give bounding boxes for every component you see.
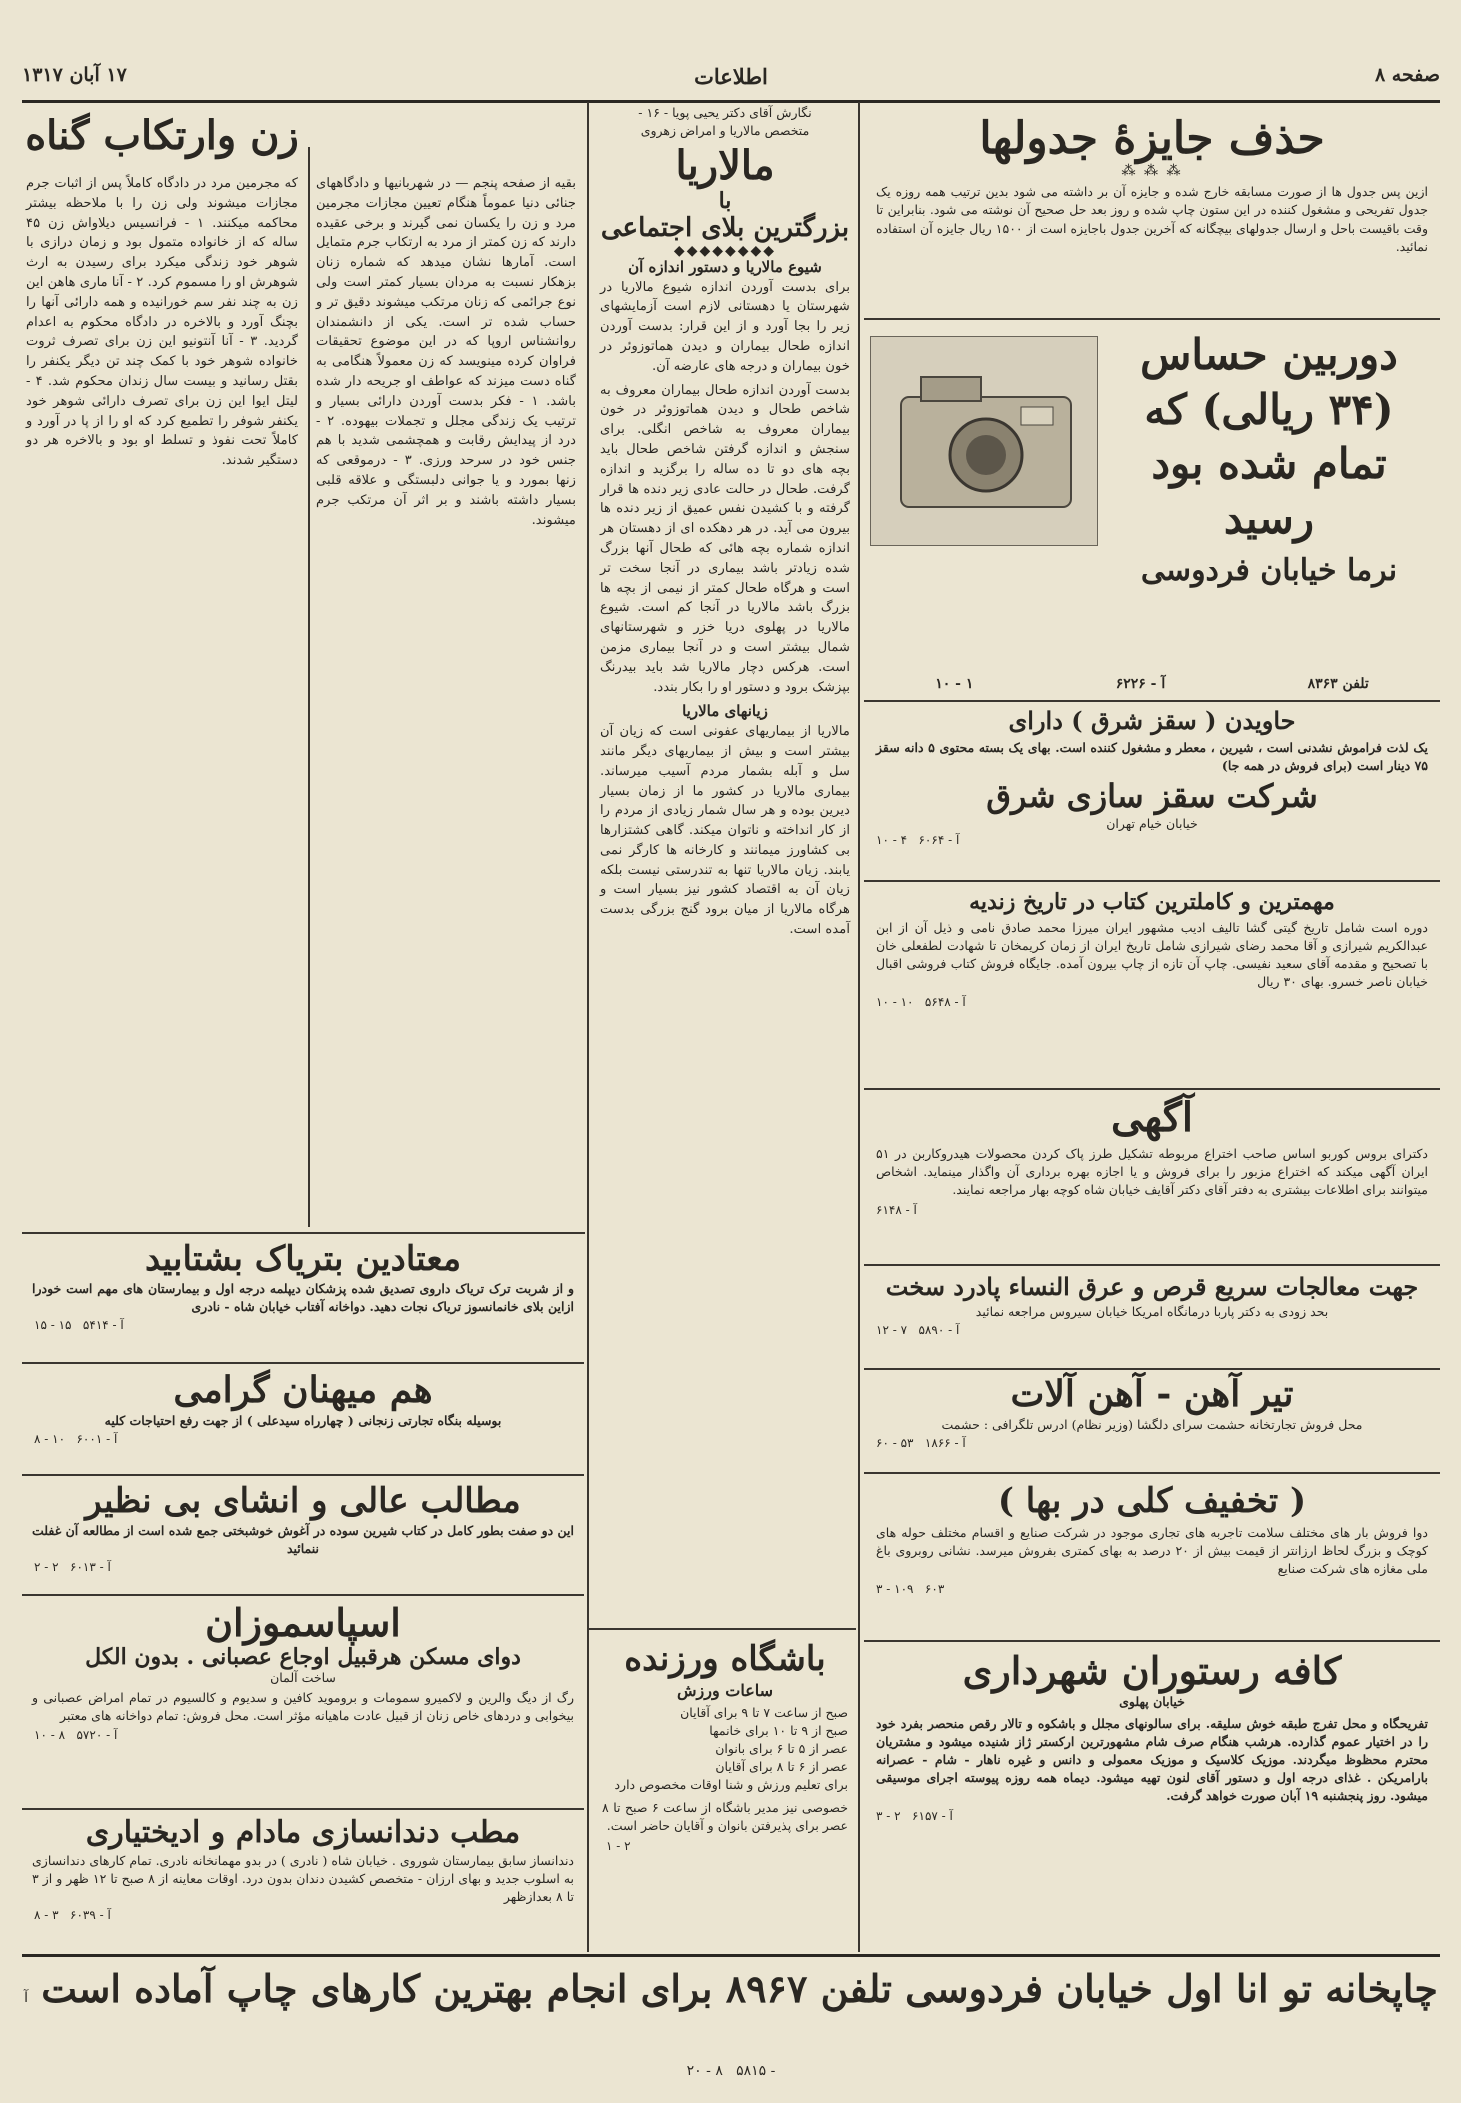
rule bbox=[864, 1264, 1440, 1266]
discount-ad bbox=[864, 1476, 1440, 1636]
left-ads bbox=[22, 1236, 584, 1952]
spasmo-title: اسپاسموزان bbox=[205, 1600, 401, 1645]
matlab-ad bbox=[22, 1478, 584, 1590]
medicine-title: جهت معالجات سریع قرص و عرق النساء پادرد سخت bbox=[885, 1272, 1419, 1301]
opium-footer bbox=[22, 1318, 584, 1332]
guest-title: هم میهنان گرامی bbox=[173, 1369, 433, 1411]
gum-footer bbox=[864, 833, 1440, 847]
guest-code: آ - ۶۰۰۱ bbox=[76, 1432, 118, 1447]
opium-number: ۱۵ - ۱۵ bbox=[34, 1318, 72, 1333]
gym-row: صبح از ساعت ۷ تا ۹ برای آقایان bbox=[680, 1704, 848, 1720]
newspaper-page bbox=[22, 22, 1440, 2079]
section-heading: شیوع مالاریا و دستور اندازه آن bbox=[628, 257, 822, 276]
iron-text: محل فروش تجارتخانه حشمت سرای دلگشا (وزیر نظام) ادرس تلگرافی : حشمت bbox=[941, 1417, 1363, 1433]
article-title: زن وارتکاب گناه bbox=[25, 112, 299, 159]
camera-store: نرما خیابان فردوسی bbox=[1140, 553, 1398, 589]
rule bbox=[22, 1474, 584, 1476]
section-heading: زیانهای مالاریا bbox=[682, 702, 768, 721]
camera-icon bbox=[871, 337, 1097, 545]
article-author: متخصص مالاریا و امراض زهروی bbox=[640, 123, 810, 139]
rule bbox=[864, 1640, 1440, 1642]
dental-text: دندانساز سابق بیمارستان شوروی . خیابان شاه ( نادری ) در بدو مهمانخانه نادری. تمام کارهای دندانسازی به اسلوب جدید و بهای ارزان - متخصص کشیدن دندان بدون درد. اوقات معاینه از ۸ صبح تا ۱۲ ظهر و از ۳ تا ۸ بعدازظهر bbox=[32, 1852, 575, 1904]
gym-ad bbox=[594, 1634, 856, 1948]
article-title: مالاریا bbox=[675, 142, 775, 190]
printing-number: ۸ - ۲۰ bbox=[686, 2063, 723, 2079]
gym-title: باشگاه ورزنده bbox=[624, 1639, 826, 1679]
rule bbox=[864, 1472, 1440, 1474]
article-body: مالاریا از بیماریهای عفونی است که زیان آن بیشتر است و بیش از بیماریهای دیگر مانند سل و آبله بشمار مردم آسیب میرساند. بیماری مالاریا در کشور ما از زمان بسیار دیرین بوده و هر سال شمار زیادی از مردم را از کار انداخته و ناتوان میکند. گاهی کشتزارها بی کشاورز میمانند و کارخانه ها کارگر نمی یابند. زیان مالاریا تنها به تندرستی نیست بلکه زیان آن به اقتصاد کشور نیز بسیار است و هرگاه مالاریا از میان برود گنج بزرگی بدست آمده است. bbox=[600, 724, 850, 938]
rule bbox=[864, 318, 1440, 320]
article-subtitle: بزرگترین بلای اجتماعی bbox=[600, 212, 850, 243]
gum-text: یک لذت فراموش نشدنی است ، شیرین ، معطر و مشغول کننده است. بهای یک بسته محتوی ۵ دانه سقز ۷۵ دینار است (برای فروش در همه جا) bbox=[876, 739, 1428, 773]
opium-title: معتادین بتریاک بشتابید bbox=[144, 1239, 462, 1279]
discount-number: ۳ - ۱۰۹ bbox=[876, 1582, 914, 1597]
gum-company: شرکت سقز سازی شرق bbox=[986, 777, 1318, 816]
opium-code: آ - ۵۴۱۴ bbox=[82, 1318, 124, 1333]
camera-footer bbox=[864, 676, 1440, 692]
gym-row: عصر از ۵ تا ۶ برای بانوان bbox=[715, 1741, 848, 1757]
iron-number: ۵۳ - ۶۰ bbox=[876, 1436, 914, 1451]
right-column bbox=[864, 104, 1440, 1952]
column-rule bbox=[858, 102, 860, 1952]
column-rule bbox=[587, 102, 589, 1952]
matlab-title: مطالب عالی و انشای بی نظیر bbox=[85, 1481, 521, 1521]
dental-title: مطب دندانسازی مادام و ادیختیاری bbox=[85, 1815, 521, 1850]
matlab-number: ۲ - ۲ bbox=[34, 1560, 59, 1575]
guest-number: ۸ - ۱۰ bbox=[34, 1432, 66, 1447]
notice-text: دکترای بروس کوربو اساس صاحب اختراع مربوطه تشکیل طرز پاک کردن محصولات هیدروکاربن در ۵۱ ایران آگهی میکند که اختراع مزبور را برای فروش و یا اجازه بهره برداری آن واگذار مینماید. اشخاص میتوانند برای اطلاعات بیشتری به دفتر آقای دکتر آقایف خیابان شاه کوچه بهار مراجعه نمایند. bbox=[876, 1145, 1428, 1198]
guest-ad bbox=[22, 1366, 584, 1470]
gym-number: ۱ - ۲ bbox=[606, 1838, 631, 1853]
rule bbox=[22, 1808, 584, 1810]
puzzle-notice bbox=[864, 104, 1440, 314]
spasmo-subtitle: دوای مسکن هرقبیل اوجاع عصبانی . بدون الکل bbox=[85, 1643, 521, 1670]
rule bbox=[22, 1594, 584, 1596]
rule bbox=[864, 1368, 1440, 1370]
rule bbox=[864, 700, 1440, 702]
page-header bbox=[22, 52, 1440, 103]
gym-hours-title: ساعات ورزش bbox=[676, 1681, 774, 1701]
cafe-number: ۲ - ۳ bbox=[876, 1809, 901, 1824]
gym-row: صبح از ۹ تا ۱۰ برای خانمها bbox=[709, 1723, 848, 1739]
cafe-title: کافه رستوران شهرداری bbox=[962, 1648, 1342, 1693]
notice-title: آگهی bbox=[1111, 1094, 1193, 1141]
gum-headline: حاویدن ( سقز شرق ) دارای bbox=[1008, 706, 1296, 735]
matlab-text: این دو صفت بطور کامل در کتاب شیرین سوده در آغوش خوشبختی جمع شده است از مطالعه آن غفلت ننمائید bbox=[31, 1523, 574, 1557]
iron-footer bbox=[864, 1436, 1440, 1450]
spasmo-footer bbox=[22, 1728, 584, 1742]
opium-text: و از شربت ترک تریاک داروی تصدیق شده پزشکان دیپلمه درجه اول و بیمارستان های مهم است خودرا ازاین بلای خانمانسوز تریاک نجات دهید. دواخانه آفتاب خیابان شاه - نادری bbox=[32, 1281, 574, 1315]
rule bbox=[22, 1362, 584, 1364]
article-column: بقیه از صفحه پنجم — در شهربانیها و دادگاههای جنائی دنیا عموماً هنگام تعیین مجازات مجرمین مرد و زن را یکسان نمی گیرند و برخی عقیده دارند که زن کمتر از مرد به ارتکاب جرم متمایل است. آمارها نشان میدهد که شماره زنان بزهکار نسبت به مردان بسیار کمتر است ولی نوع جرائمی که زنان مرتکب میشوند دقیق تر و حساب شده تر است. یکی از دانشمندان روانشناس اروپا که در این موضوع تحقیقات فراوان کرده مینویسد که زن معمولاً هنگامی به گناه دست میزند که عواطف او جریحه دار شده باشد. ۱ - فکر بدست آوردن دارائی بسیار و ترتیب یک زندگی مجلل و تجملات بیهوده. ۲ - درد از پیدایش رقابت و همچشمی شدید با هم جنس خود در سرحد ورزی. ۳ - درموقعی که زنها بمورد و یا جوانی دلبستگی و علاقه قلبی بسیار داشته باشند و بر اثر آن مرتکب جرم میشوند. bbox=[316, 176, 576, 528]
gym-hours bbox=[594, 1704, 856, 1795]
issue-date: ۱۷ آبان ۱۳۱۷ bbox=[22, 64, 127, 86]
medicine-ad bbox=[864, 1268, 1440, 1364]
article-body: برای بدست آوردن اندازه شیوع مالاریا در شهرستان یا دهستانی لازم است آزمایشهای زیر را بجا آورد و از این قرار: بدست آوردن اندازه طحال بیماران و دیدن هماتوزوئر در خون بیماران و درجه های عارضه آن. bbox=[600, 279, 850, 374]
book-title: مهمترین و کاملترین کتاب در تاریخ زندیه bbox=[969, 889, 1335, 915]
dental-code: آ - ۶۰۳۹ bbox=[70, 1907, 111, 1922]
rule bbox=[589, 1628, 856, 1630]
opium-ad bbox=[22, 1236, 584, 1358]
camera-title: دوربین حساس (۳۴ ریالی) که تمام شده بود رسید bbox=[1140, 330, 1398, 543]
dental-footer bbox=[22, 1908, 584, 1922]
medicine-footer bbox=[864, 1323, 1440, 1337]
gum-ad bbox=[864, 704, 1440, 876]
dental-ad bbox=[22, 1812, 584, 1950]
article-body: بدست آوردن اندازه طحال بیماران معروف به شاخص طحال و دیدن هماتوزوئر در خون بیماران معروف به شاخص انگلی. برای سنجش و اندازه گرفتن شاخص طحال باید بچه های دو تا ده ساله را برگزید و اندازه گرفت. طحال در حالت عادی زیر دنده ها قرار گرفته و با کشیدن نفس عمیق از زیر دنده ها بیرون می آید. در هر دهکده ای از دهستان هر اندازه شماره بچه هائی که طحال آنها بزرگ شده زیادتر باشد بیماری در آنجا سخت تر است و هرگاه طحال کمتر از نیمی از بچه ها بزرگ باشد مالاریا در آنجا کم است. شیوع مالاریا در پهلوی دریا خزر و شهرستانهای شمال بیشتر است و در آنجا بیماری مزمن است. هرکس دچار مالاریا شد باید بیدرنگ بپزشک برود و دستور او را بکار بندد. bbox=[600, 382, 850, 695]
book-number: ۱۰ - ۱۰ bbox=[876, 995, 914, 1010]
book-code: آ - ۵۶۴۸ bbox=[924, 995, 966, 1010]
camera-illustration bbox=[870, 336, 1098, 546]
gum-code: آ - ۶۰۶۴ bbox=[918, 833, 960, 848]
rule bbox=[864, 1088, 1440, 1090]
rule bbox=[864, 880, 1440, 882]
medicine-text: بحد زودی به دکتر پاربا درمانگاه امریکا خیابان سیروس مراجعه نمائید bbox=[975, 1303, 1329, 1319]
gum-address: خیابان خیام تهران bbox=[1106, 815, 1198, 831]
gym-row: برای تعلیم ورزش و شنا اوقات مخصوص دارد bbox=[614, 1777, 848, 1793]
gum-number: ۴ - ۱۰ bbox=[876, 833, 908, 848]
medicine-number: ۷ - ۱۲ bbox=[876, 1323, 908, 1337]
page-number: صفحه ۸ bbox=[1374, 64, 1440, 86]
iron-code: آ - ۱۸۶۶ bbox=[924, 1436, 966, 1451]
book-ad bbox=[864, 884, 1440, 1084]
printing-house-ad bbox=[22, 1954, 1440, 2079]
spasmo-number: ۱۰ - ۸ bbox=[34, 1727, 66, 1742]
guest-text: بوسیله بنگاه تجارتی زنجانی ( چهارراه سیدعلی ) از جهت رفع احتیاجات کلیه bbox=[104, 1413, 502, 1429]
spasmo-text: رگ از دیگ والرین و لاکمیرو سمومات و بروموید کافین و سدیوم و کالسیوم در تمام امراض عصبانی و بیخوابی و دردهای خاص زنان از قبیل عادت ماهیانه مؤثر است. محل فروش: تمام دواخانه های معتبر bbox=[32, 1690, 574, 1724]
spasmo-ad bbox=[22, 1598, 584, 1804]
camera-number: ۱ - ۱۰ bbox=[935, 676, 974, 692]
discount-footer bbox=[864, 1582, 1440, 1596]
camera-ad bbox=[864, 322, 1440, 696]
cafe-footer bbox=[864, 1809, 1440, 1823]
article-title-conj: با bbox=[718, 188, 732, 215]
camera-code: آ - ۶۲۲۶ bbox=[1115, 676, 1166, 692]
article-series: نگارش آقای دکتر یحیی پویا - ۱۶ - bbox=[638, 105, 812, 120]
article-column: که مجرمین مرد در دادگاه کاملاً پس از اثبات جرم مجازات میشوند ولی زن را با ملاحظه بیشتر محاکمه میکنند. ۱ - فرانسیس دیلاواش زن ۴۵ ساله که از خانواده متمول بود و زمان درازی با شوهر خود زندگی میکرد برای رسیدن به ارث شوهرش او را مسموم کرد. ۲ - آنا ماری هاهن این زن به چند نفر سم خورانیده و همه دارائی آنها را بچنگ آورد و بالاخره در دادگاه محکوم به اعدام گردید. ۳ - آنا آنتونیو این زن برای تصرف ثروت خانواده شوهر خود با کمک چند تن دیگر یکنفر را بقتل رسانید و بیست سال زندان محکوم شد. ۴ - لیتل ایوا این زن برای تصرف دارائی شوهر خود یکنفر شوفر را تطمیع کرد که او را از پا در آورد و کاملاً تحت نفوذ و تسلط او بود و بالاخره هر دو دستگیر شدند. bbox=[26, 176, 299, 469]
camera-text bbox=[1104, 328, 1434, 588]
medicine-code: آ - ۵۸۹۰ bbox=[918, 1323, 960, 1337]
cafe-address: خیابان پهلوی bbox=[1119, 1693, 1185, 1709]
gym-text: خصوصی نیز مدیر باشگاه از ساعت ۶ صبح تا ۸ عصر برای پذیرفتن بانوان و آقایان حاضر است. bbox=[602, 1799, 848, 1833]
notice-code: آ - ۶۱۴۸ bbox=[876, 1203, 917, 1218]
women-article bbox=[22, 104, 584, 1228]
discount-title: ( تخفیف کلی در بها ) bbox=[997, 1481, 1307, 1521]
spasmo-code: آ - ۵۷۲۰ bbox=[76, 1727, 118, 1742]
cafe-ad bbox=[864, 1644, 1440, 1952]
discount-code: ۶۰۳ bbox=[924, 1582, 945, 1597]
matlab-footer bbox=[22, 1560, 584, 1574]
divider: ⁂ ⁂ ⁂ bbox=[1121, 163, 1183, 180]
divider: ◆◆◆◆◆◆◆◆ bbox=[673, 242, 777, 259]
camera-phone: تلفن ۸۳۶۳ bbox=[1307, 676, 1369, 692]
spasmo-origin: ساخت آلمان bbox=[270, 1670, 336, 1686]
cafe-code: آ - ۶۱۵۷ bbox=[912, 1809, 953, 1824]
gym-row: عصر از ۶ تا ۸ برای آقایان bbox=[715, 1759, 848, 1775]
rule bbox=[22, 1232, 585, 1234]
printing-code: آ - ۵۸۱۵ bbox=[24, 1990, 776, 2079]
book-footer bbox=[864, 995, 1440, 1009]
discount-text: دوا فروش بار هاى مختلف سلامت تاجربه هاى تجارى موجود در شرکت صنایع و اقسام مختلف حوله های کوچک و بزرگ لحاظ ارزانتر از قیمت بیش از ۲۰ درصد به بهای کمتری بفروش میرسد. نشانی روبروی باغ ملی مغازه های شرکت صنایع bbox=[876, 1525, 1428, 1577]
dental-number: ۸ - ۳ bbox=[34, 1907, 59, 1922]
cafe-text: تفریحگاه و محل تفرج طبقه خوش سلیقه. برای سالونهای مجلل و باشکوه و تالار رقص منحصر بفرد خود را در اختیار عموم گذارده. هرشب هنگام صرف شام مشهورترین ارکستر ژاز شنیده میشود و مشتریان محترم محظوظ میگردند. موزیک کلاسیک و موزیک معمولی و دانس و غیره ناهار - شام - عصرانه بارامریکن . غذای درجه اول و دستور آقای لنون تهیه میشود. دیماه همه روزه پیوسته اجرای موسیقی میشود. روز پنجشنبه ۱۹ آبان صورت خواهد گرفت. bbox=[876, 1715, 1428, 1804]
puzzle-text: ازین پس جدول ها از صورت مسابقه خارج شده و جایزه آن بر داشته می شود بدین ترتیب همه روزه یک جدول تفریحی و مشغول کننده در این ستون چاپ شده و روز بعد حل صحیح آن نوشته می شود. بنابراین تا وقت باقیست باحل و ارسال جدولهای بیچگانه که آخرین جدول باجایزه است از ۱۵۰۰ ریال جایزه آن استفاده نمائید. bbox=[876, 184, 1428, 254]
book-text: دوره است شامل تاریخ گیتی گشا تالیف ادیب مشهور ایران میرزا محمد صادق نامی و ذیل آن از ابن عبدالکریم شیرازی و آقا محمد رضای شیرازی شامل تاریخ ایران از زمان کریمخان تا شهادت لطفعلی خان با تصحیح و مقدمه آقای سعید نفیسی. چاپ آن تازه از چاپ بیرون آمده. جایگاه فروش کتاب فروشی اقبال خیابان ناصر خسرو. بهای ۳۰ ریال bbox=[876, 919, 1428, 989]
iron-title: تیر آهن - آهن آلات bbox=[1010, 1373, 1294, 1415]
iron-ad bbox=[864, 1372, 1440, 1468]
puzzle-title: حذف جایزهٔ جدولها bbox=[979, 113, 1325, 164]
matlab-code: آ - ۶۰۱۳ bbox=[70, 1560, 111, 1575]
notice-ad bbox=[864, 1092, 1440, 1260]
printing-text: چاپخانه تو انا اول خیابان فردوسی تلفن ۸۹۶۷ برای انجام بهترین کارهای چاپ آماده است bbox=[41, 1966, 1438, 2011]
newspaper-name: اطلاعات bbox=[694, 64, 768, 89]
guest-footer bbox=[22, 1432, 584, 1446]
